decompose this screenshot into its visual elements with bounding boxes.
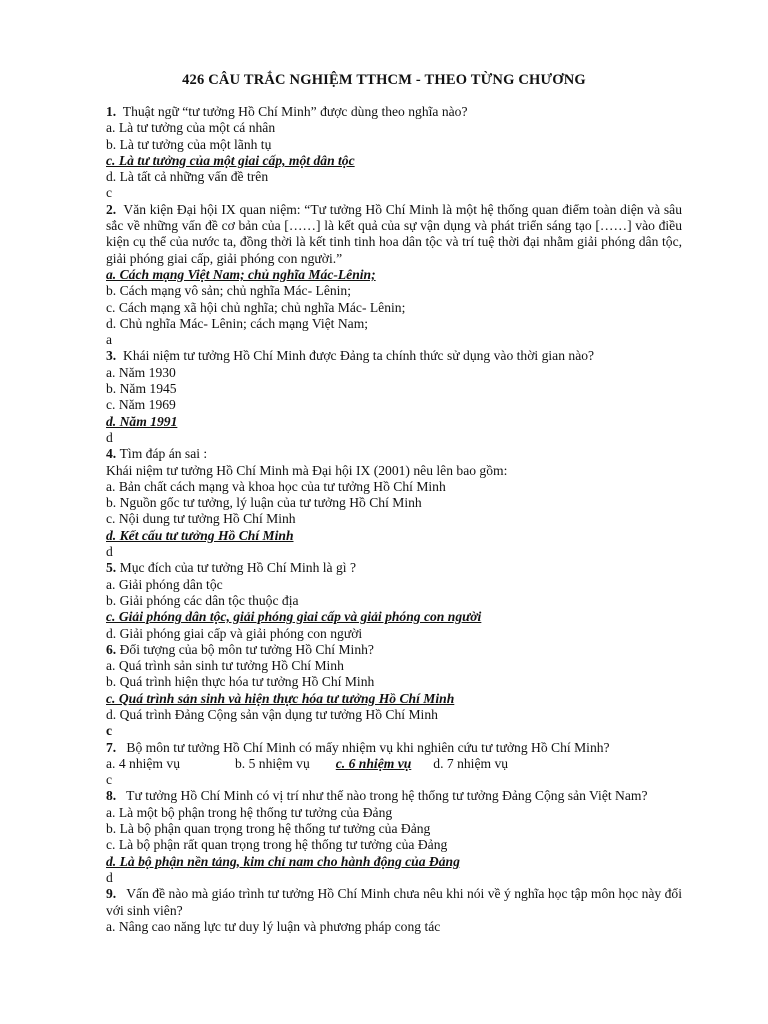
answer-key: c bbox=[106, 723, 113, 739]
option-b: b. Quá trình hiện thực hóa tư tưởng Hồ Chí Minh bbox=[106, 674, 375, 690]
option-a: a. Bản chất cách mạng và khoa học của tư tưởng Hồ Chí Minh bbox=[106, 478, 446, 494]
question-2 bbox=[106, 202, 682, 349]
option-d: d. Là tất cả những vấn đề trên bbox=[106, 169, 269, 185]
question-subtext: Khái niệm tư tưởng Hồ Chí Minh mà Đại hội IX (2001) nêu lên bao gồm: bbox=[106, 462, 508, 478]
answer-key: c bbox=[106, 185, 113, 201]
answer-key: a bbox=[106, 332, 113, 348]
answer-key: c bbox=[106, 772, 113, 788]
option-a: a. Là tư tưởng của một cá nhân bbox=[106, 120, 276, 136]
option-b: b. Nguồn gốc tư tưởng, lý luận của tư tưởng Hồ Chí Minh bbox=[106, 495, 422, 511]
option-d: d. 7 nhiệm vụ bbox=[433, 755, 509, 771]
question-4 bbox=[106, 446, 682, 560]
option-b: b. Là bộ phận quan trọng trong hệ thống tư tưởng của Đảng bbox=[106, 821, 431, 837]
option-a: a. Nâng cao năng lực tư duy lý luận và phương pháp cong tác bbox=[106, 918, 441, 934]
question-number: 1. bbox=[106, 104, 117, 119]
question-number: 5. bbox=[106, 560, 117, 576]
option-c: c. Là bộ phận rất quan trọng trong hệ thống tư tưởng của Đảng bbox=[106, 837, 448, 853]
question-text: Thuật ngữ “tư tưởng Hồ Chí Minh” được dùng theo nghĩa nào? bbox=[122, 104, 468, 119]
option-a-correct: a. Cách mạng Việt Nam; chủ nghĩa Mác-Lênin; bbox=[106, 266, 376, 282]
option-a: a. 4 nhiệm vụ bbox=[106, 755, 180, 771]
question-text: Tư tưởng Hồ Chí Minh có vị trí như thế nào trong hệ thống tư tưởng Đảng Cộng sản Việt Nam? bbox=[126, 788, 648, 804]
page-title: 426 CÂU TRẮC NGHIỆM TTHCM - THEO TỪNG CHƯƠNG bbox=[182, 72, 586, 88]
question-text: Khái niệm tư tưởng Hồ Chí Minh được Đảng ta chính thức sử dụng vào thời gian nào? bbox=[123, 348, 595, 364]
question-stem bbox=[106, 886, 682, 919]
question-number: 4. bbox=[106, 446, 117, 462]
option-c-correct: c. 6 nhiệm vụ bbox=[335, 755, 412, 771]
option-d-correct: d. Năm 1991 bbox=[106, 413, 178, 429]
question-7 bbox=[106, 740, 682, 789]
question-text: Văn kiện Đại hội IX quan niệm: “Tư tưởng Hồ Chí Minh là một hệ thống quan điểm toàn diện và sâu sắc về những vấn đề cơ bản của [……] là kết quả của sự vận dụng và phát triển sáng tạo [……] vào điều kiện cụ thể của nước ta, đồng thời là kết tinh tinh hoa dân tộc và trí tuệ thời đại nhằm giải phóng dân tộc, giải phóng giai cấp, giải phóng con người.” bbox=[106, 201, 682, 266]
answer-key: d bbox=[106, 544, 113, 560]
option-c: c. Nội dung tư tưởng Hồ Chí Minh bbox=[106, 511, 296, 527]
question-text: Mục đích của tư tưởng Hồ Chí Minh là gì ? bbox=[119, 560, 356, 576]
question-list bbox=[106, 104, 682, 935]
option-d: d. Chủ nghĩa Mác- Lênin; cách mạng Việt Nam; bbox=[106, 315, 369, 331]
question-1 bbox=[106, 104, 682, 202]
option-c-correct: c. Quá trình sản sinh và hiện thực hóa tư tưởng Hồ Chí Minh bbox=[106, 690, 455, 706]
question-stem bbox=[106, 348, 682, 364]
question-text: Tìm đáp án sai : bbox=[119, 446, 208, 462]
question-stem bbox=[106, 104, 682, 120]
answer-key: d bbox=[106, 429, 113, 445]
question-text: Đối tượng của bộ môn tư tưởng Hồ Chí Minh? bbox=[119, 641, 374, 657]
option-d: d. Quá trình Đảng Cộng sản vận dụng tư tưởng Hồ Chí Minh bbox=[106, 706, 438, 722]
answer-key: d bbox=[106, 869, 113, 885]
question-5 bbox=[106, 560, 682, 641]
option-b: b. Năm 1945 bbox=[106, 381, 177, 397]
question-number: 9. bbox=[106, 886, 117, 902]
option-c-correct: c. Giải phóng dân tộc, giải phóng giai cấp và giải phóng con người bbox=[106, 609, 482, 625]
question-stem bbox=[106, 642, 682, 658]
question-6 bbox=[106, 642, 682, 740]
question-stem bbox=[106, 740, 682, 756]
option-a: a. Là một bộ phận trong hệ thống tư tưởng của Đảng bbox=[106, 804, 393, 820]
option-c: c. Năm 1969 bbox=[106, 397, 176, 413]
question-8 bbox=[106, 788, 682, 886]
option-a: a. Quá trình sản sinh tư tưởng Hồ Chí Minh bbox=[106, 658, 344, 674]
question-stem bbox=[106, 560, 682, 576]
question-number: 7. bbox=[106, 739, 117, 755]
option-d-correct: d. Kết cấu tư tưởng Hồ Chí Minh bbox=[106, 527, 294, 543]
question-text: Vấn đề nào mà giáo trình tư tưởng Hồ Chí Minh chưa nêu khi nói về ý nghĩa học tập môn học này đối với sinh viên? bbox=[106, 886, 682, 918]
option-c: c. Cách mạng xã hội chủ nghĩa; chủ nghĩa Mác- Lênin; bbox=[106, 299, 406, 315]
option-d: d. Giải phóng giai cấp và giải phóng con người bbox=[106, 625, 363, 641]
question-text: Bộ môn tư tưởng Hồ Chí Minh có mấy nhiệm vụ khi nghiên cứu tư tưởng Hồ Chí Minh? bbox=[126, 739, 610, 755]
option-c-correct: c. Là tư tưởng của một giai cấp, một dân tộc bbox=[106, 152, 355, 168]
question-stem bbox=[106, 788, 682, 804]
question-number: 6. bbox=[106, 641, 117, 657]
question-stem bbox=[106, 202, 682, 267]
option-a: a. Giải phóng dân tộc bbox=[106, 576, 223, 592]
option-b: b. Cách mạng vô sản; chủ nghĩa Mác- Lênin; bbox=[106, 283, 351, 299]
question-3 bbox=[106, 348, 682, 446]
question-stem bbox=[106, 446, 682, 462]
option-a: a. Năm 1930 bbox=[106, 364, 176, 380]
option-b: b. 5 nhiệm vụ bbox=[235, 755, 310, 771]
option-b: b. Là tư tưởng của một lãnh tụ bbox=[106, 136, 272, 152]
option-b: b. Giải phóng các dân tộc thuộc địa bbox=[106, 592, 299, 608]
question-number: 8. bbox=[106, 788, 117, 804]
question-number: 2. bbox=[106, 201, 117, 217]
option-d-correct: d. Là bộ phận nền tảng, kim chỉ nam cho hành động của Đảng bbox=[106, 853, 460, 869]
inline-options bbox=[106, 756, 682, 772]
question-9 bbox=[106, 886, 682, 935]
question-number: 3. bbox=[106, 348, 117, 364]
